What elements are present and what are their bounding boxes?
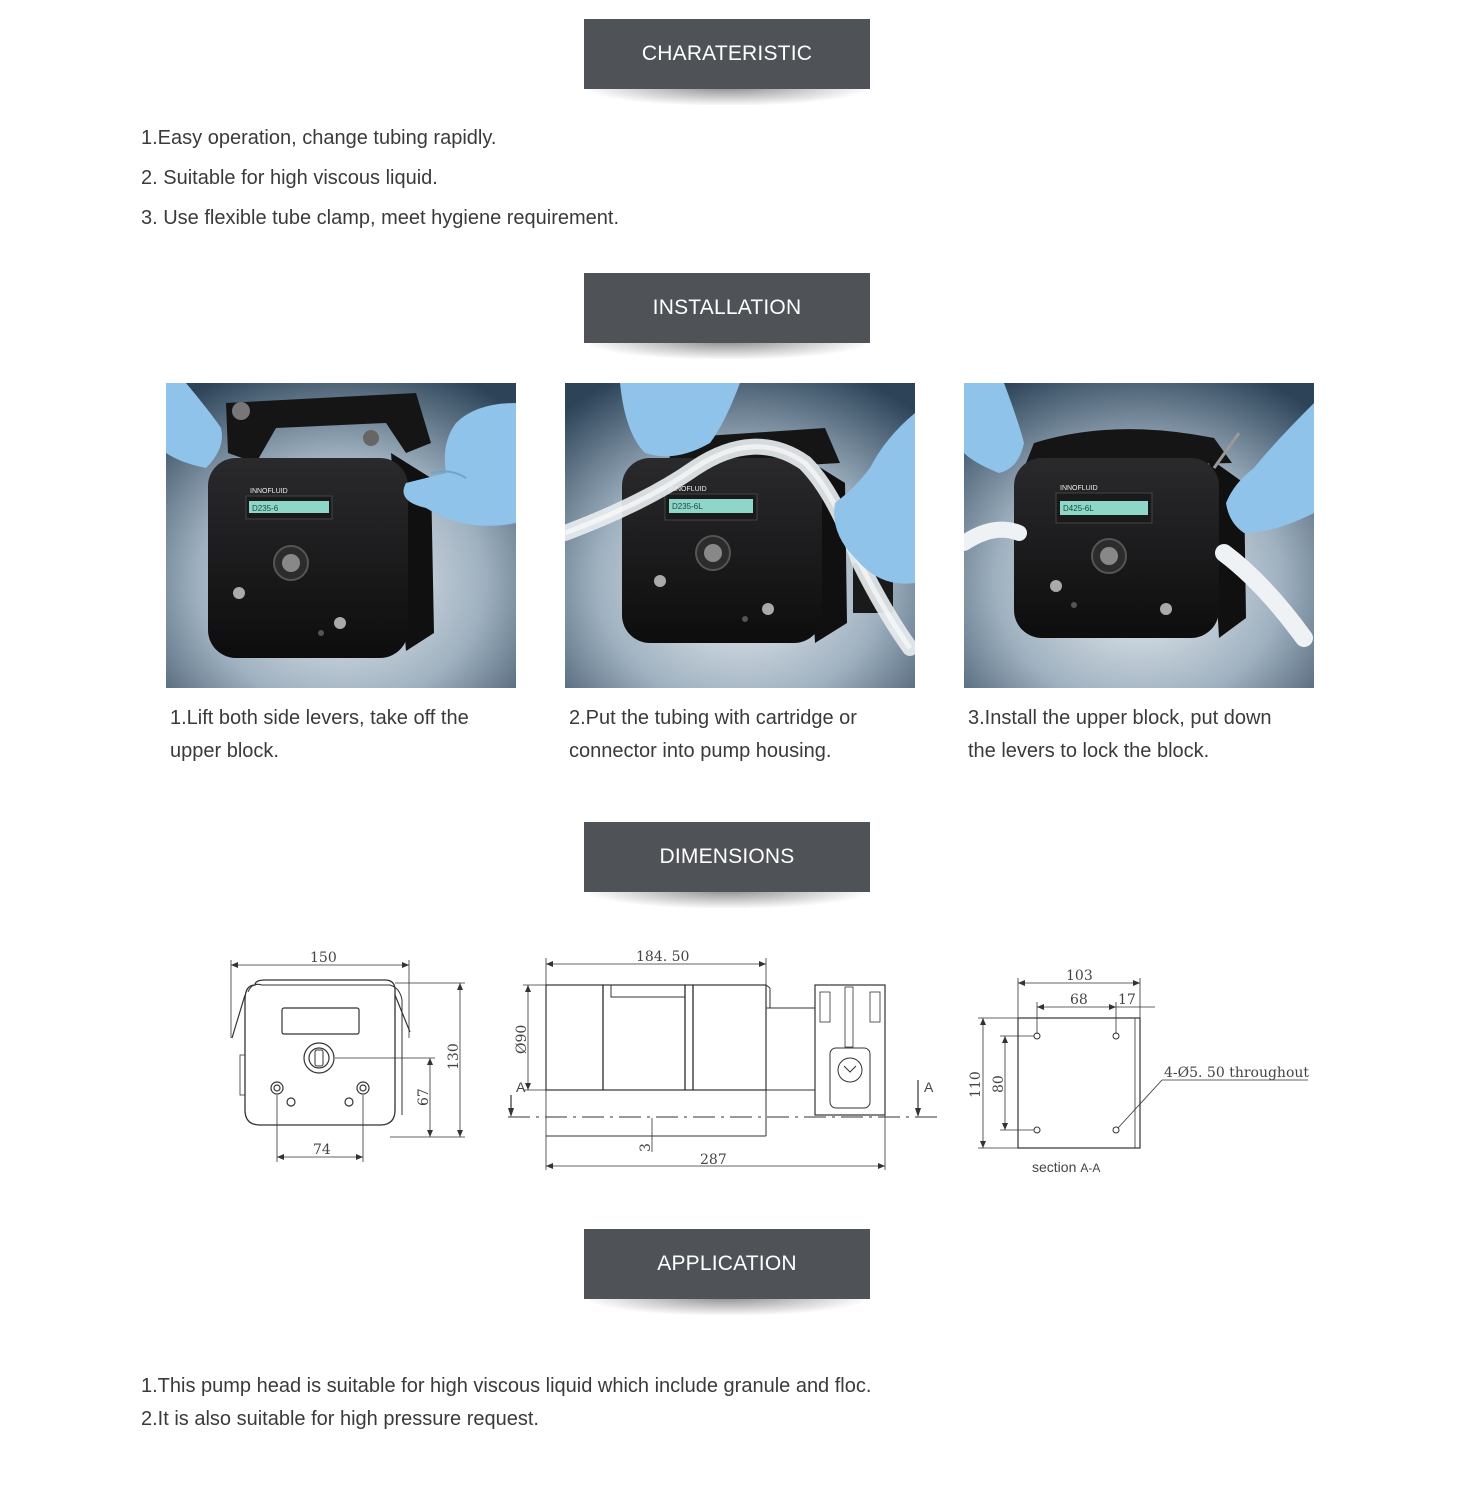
brand-label: INNOFLUID	[1060, 485, 1098, 492]
dim-sec-inner-height: 80	[991, 1075, 1007, 1093]
dim-front-holes: 74	[313, 1142, 331, 1158]
section-title: APPLICATION	[584, 1229, 870, 1299]
section-banner-application	[584, 1229, 870, 1299]
banner-shadow	[590, 890, 864, 908]
side-view	[508, 949, 940, 1170]
section-marker-left: A	[516, 1079, 526, 1095]
section-title: DIMENSIONS	[584, 822, 870, 892]
caption-line: 2.Put the tubing with cartridge or	[569, 707, 857, 729]
banner-shadow	[590, 341, 864, 359]
brand-label: INNOFLUID	[669, 486, 707, 493]
section-banner-charateristic	[584, 19, 870, 89]
model-label: D425-6L	[1063, 504, 1094, 513]
caption-line: the levers to lock the block.	[968, 740, 1210, 762]
dimension-drawing	[200, 930, 1330, 1190]
model-label: D235-6	[252, 504, 279, 513]
dim-sec-inner: 68	[1070, 992, 1088, 1008]
dim-sec-offset: 17	[1118, 992, 1136, 1008]
section-label	[1032, 1159, 1100, 1175]
installation-caption-1	[170, 702, 510, 768]
dim-sec-width: 103	[1066, 968, 1093, 984]
installation-photo-3	[964, 383, 1314, 688]
section-banner-installation	[584, 273, 870, 343]
section-label-aa: A-A	[1080, 1161, 1101, 1175]
characteristic-item: 1.Easy operation, change tubing rapidly.	[141, 127, 497, 149]
dim-sec-height: 110	[968, 1071, 984, 1098]
dim-front-axis: 67	[416, 1088, 432, 1106]
caption-line: 1.Lift both side levers, take off the	[170, 707, 469, 729]
front-view	[231, 950, 465, 1162]
caption-line: upper block.	[170, 740, 279, 762]
dim-front-height: 130	[446, 1043, 462, 1070]
dim-side-total: 287	[700, 1152, 727, 1168]
installation-caption-3	[968, 702, 1308, 768]
dim-sec-holes: 4-Ø5. 50 throughout	[1164, 1065, 1310, 1081]
caption-line: 3.Install the upper block, put down	[968, 707, 1272, 729]
section-label-word: section	[1032, 1159, 1077, 1175]
dim-side-offset: 3	[638, 1143, 654, 1152]
application-item: 2.It is also suitable for high pressure request.	[141, 1408, 539, 1430]
section-banner-dimensions	[584, 822, 870, 892]
section-title: CHARATERISTIC	[584, 19, 870, 89]
brand-label: INNOFLUID	[250, 488, 288, 495]
dim-front-width: 150	[310, 950, 337, 966]
banner-shadow	[590, 1297, 864, 1315]
dim-side-length: 184. 50	[636, 949, 690, 965]
installation-photo-1	[166, 383, 516, 688]
installation-caption-2	[569, 702, 909, 768]
section-title: INSTALLATION	[584, 273, 870, 343]
installation-photo-2	[565, 383, 915, 688]
application-item: 1.This pump head is suitable for high viscous liquid which include granule and floc.	[141, 1375, 872, 1397]
section-marker-right: A	[924, 1079, 934, 1095]
caption-line: connector into pump housing.	[569, 740, 832, 762]
dim-side-diameter: Ø90	[514, 1024, 530, 1054]
banner-shadow	[590, 87, 864, 105]
characteristic-item: 2. Suitable for high viscous liquid.	[141, 167, 438, 189]
model-label: D235-6L	[672, 502, 703, 511]
characteristic-item: 3. Use flexible tube clamp, meet hygiene requirement.	[141, 207, 620, 229]
section-view	[968, 968, 1309, 1175]
